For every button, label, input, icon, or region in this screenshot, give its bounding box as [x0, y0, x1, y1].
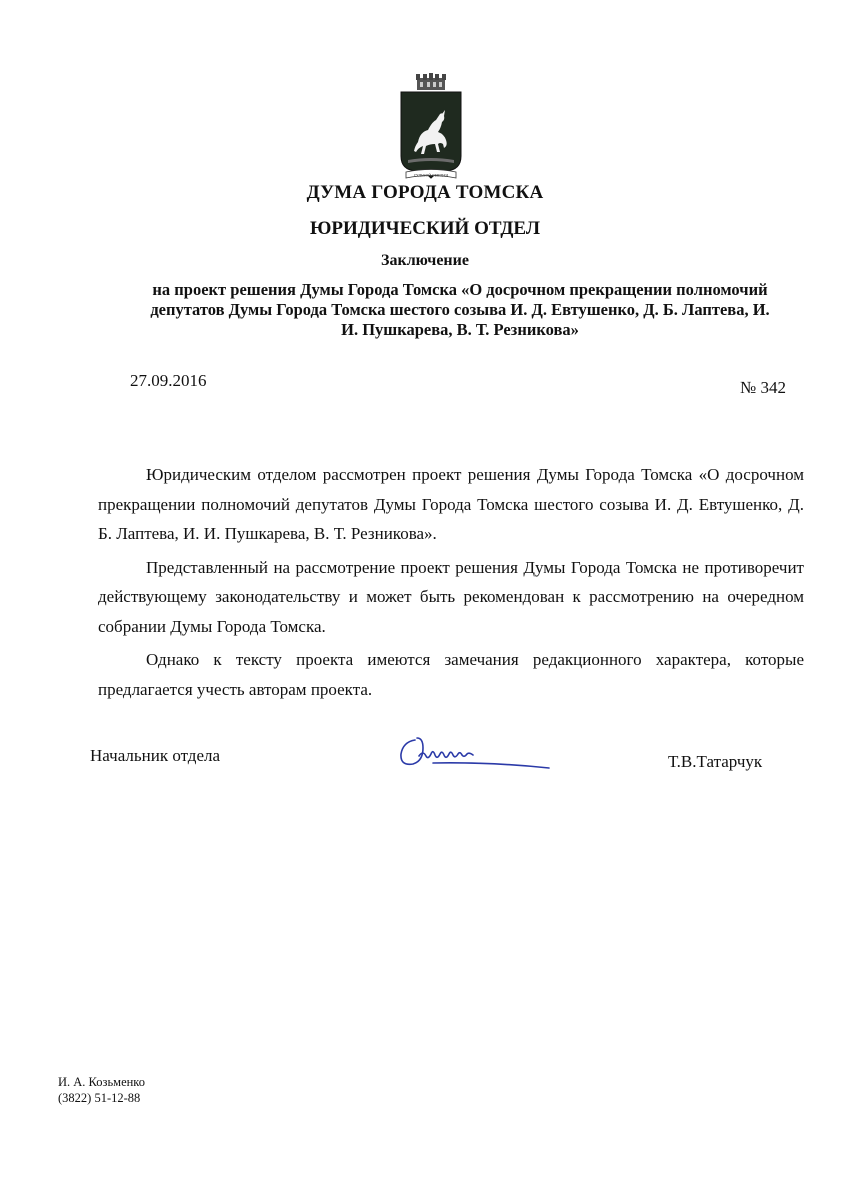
department-title: ЮРИДИЧЕСКИЙ ОТДЕЛ [310, 218, 540, 239]
svg-text:СУДЬБОЙ ОБЕЩАН: СУДЬБОЙ ОБЕЩАН [413, 173, 449, 178]
motto-ribbon [406, 170, 456, 179]
document-subject: на проект решения Думы Города Томска «О досрочном прекращении полномочий депутатов Думы Города Томска шестого созыва И. Д. Евтушенко, Д. Б. Лаптева, И. И. Пушкарева, В. Т. Резникова» [150, 280, 770, 339]
signatory-name: Т.В.Татарчук [668, 752, 763, 771]
body-paragraph: Однако к тексту проекта имеются замечания редакционного характера, которые предлагается учесть авторам проекта. [98, 650, 804, 699]
executor-name: И. А. Козьменко [58, 1075, 145, 1089]
body-paragraph: Юридическим отделом рассмотрен проект решения Думы Города Томска «О досрочном прекращении полномочий депутатов Думы Города Томска шестого созыва И. Д. Евтушенко, Д. Б. Лаптева, И. И. Пушкарева, В. Т. Резникова». [98, 465, 804, 543]
document-type: Заключение [381, 252, 469, 269]
executor-phone: (3822) 51-12-88 [58, 1091, 141, 1105]
executor-info [58, 1074, 145, 1106]
signatory-role: Начальник отдела [90, 746, 221, 765]
crown-icon [416, 73, 446, 90]
document-date: 27.09.2016 [130, 371, 207, 390]
organization-title: ДУМА ГОРОДА ТОМСКА [306, 182, 544, 203]
document-number: № 342 [740, 378, 786, 397]
document-body [98, 460, 804, 708]
body-paragraph: Представленный на рассмотрение проект решения Думы Города Томска не противоречит действующему законодательству и может быть рекомендован к рассмотрению на очередном собрании Думы Города Томска. [98, 557, 804, 636]
handwritten-signature [393, 726, 553, 774]
tomsk-coat-of-arms [398, 72, 464, 184]
